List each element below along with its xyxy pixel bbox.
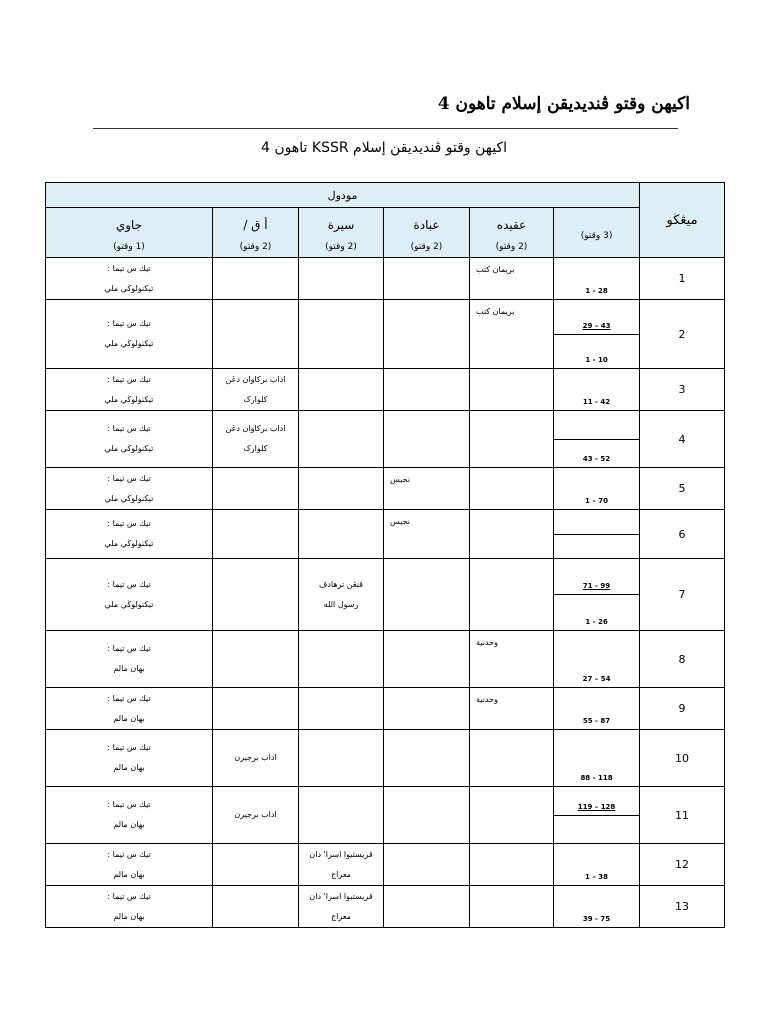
cell-adab [213, 787, 299, 844]
cell-ibadah [384, 787, 470, 844]
cell-line: وحدنية [476, 695, 498, 704]
page-range [554, 510, 639, 534]
page-range-text: 39 - 75 [582, 915, 611, 923]
cell-sirah [299, 844, 384, 886]
week-header: ميڠڬو [640, 183, 725, 258]
cell-ibadah [384, 369, 470, 411]
cell-adab [213, 730, 299, 787]
cell-jawi [46, 688, 213, 730]
cell-jawi [46, 369, 213, 411]
page-range-text: 43 - 52 [582, 455, 611, 463]
cell-line: بهان مالم [113, 763, 145, 772]
cell-jawi [46, 787, 213, 844]
cell-jawi [46, 468, 213, 510]
cell-sirah [299, 300, 384, 369]
cell-sirah [299, 631, 384, 688]
cell-ibadah [384, 411, 470, 468]
cell-jawi [46, 730, 213, 787]
page-range-text: 1 – 38 [585, 873, 609, 881]
cell-jawi [46, 258, 213, 300]
cell-line: تيك س تيما : [107, 849, 151, 859]
table-row [46, 631, 725, 688]
cell-adab [213, 559, 299, 631]
cell-akidah [470, 559, 554, 631]
cell-line: تيك س تيما : [107, 424, 151, 433]
cell-pages [554, 787, 640, 844]
cell-line: کلوارک [243, 394, 268, 404]
cell-line: اداب برکاوان دڠن [225, 374, 286, 384]
cell-adab [213, 369, 299, 411]
week-number: 1 [640, 258, 725, 300]
cell-sirah [299, 559, 384, 631]
page-range [554, 594, 639, 630]
cell-jawi [46, 300, 213, 369]
page-range-text: 29 – 43 [582, 321, 611, 330]
page-range [554, 411, 639, 439]
page-range-text: 55 - 87 [582, 717, 611, 725]
column-header-pages [554, 208, 640, 258]
page-range-text: 27 – 54 [582, 675, 611, 683]
cell-line: تيك س تيما : [107, 891, 151, 901]
cell-adab [213, 258, 299, 300]
column-time: (2 وقتو) [239, 241, 272, 252]
cell-line: تيكنولوڬي ملي [104, 444, 154, 453]
page-range [554, 688, 639, 729]
table-row [46, 300, 725, 369]
cell-sirah [299, 258, 384, 300]
cell-jawi [46, 510, 213, 559]
cell-line: نجيس [390, 475, 411, 484]
week-number: 5 [640, 468, 725, 510]
week-number: 4 [640, 411, 725, 468]
cell-jawi [46, 631, 213, 688]
column-name: جاوي [115, 217, 143, 232]
cell-pages [554, 369, 640, 411]
table-row [46, 730, 725, 787]
cell-line: تيكنولوڬي ملي [104, 599, 154, 609]
cell-line: تيك س تيما : [107, 644, 151, 653]
cell-akidah [470, 468, 554, 510]
page-range-text: 1 - 26 [585, 618, 608, 626]
cell-line: بهان مالم [113, 664, 145, 673]
week-number: 3 [640, 369, 725, 411]
page-range [554, 334, 639, 369]
cell-akidah [470, 411, 554, 468]
cell-line: تيكنولوڬي ملي [104, 283, 154, 293]
cell-akidah [470, 730, 554, 787]
cell-ibadah [384, 510, 470, 559]
cell-sirah [299, 886, 384, 928]
week-number: 2 [640, 300, 725, 369]
week-number: 9 [640, 688, 725, 730]
cell-line: وحدنية [476, 638, 498, 647]
cell-sirah [299, 468, 384, 510]
cell-akidah [470, 369, 554, 411]
cell-jawi [46, 411, 213, 468]
column-header-sirah [299, 208, 384, 258]
cell-line: ڤنڠن ترهادڤ [319, 579, 363, 589]
cell-ibadah [384, 258, 470, 300]
cell-line: تيكنولوڬي ملي [104, 394, 154, 404]
table-row [46, 688, 725, 730]
cell-line: کلوارک [243, 444, 268, 453]
cell-akidah [470, 510, 554, 559]
page-range-text: 1 – 70 [585, 497, 609, 505]
cell-sirah [299, 787, 384, 844]
week-number: 12 [640, 844, 725, 886]
cell-akidah [470, 688, 554, 730]
cell-line: تيكنولوڬي ملي [104, 339, 154, 348]
cell-ibadah [384, 844, 470, 886]
column-time: (2 وقتو) [495, 241, 528, 252]
title-divider [93, 128, 678, 129]
cell-line: تيك س تيما : [107, 263, 151, 273]
cell-akidah [470, 787, 554, 844]
cell-line: تيك س تيما : [107, 693, 151, 703]
week-number: 6 [640, 510, 725, 559]
week-number: 10 [640, 730, 725, 787]
cell-line: تيك س تيما : [107, 519, 151, 528]
cell-pages [554, 730, 640, 787]
cell-line: نجيس [390, 517, 411, 526]
page-range [554, 787, 639, 815]
cell-pages [554, 844, 640, 886]
cell-line: بريمان كتب [476, 265, 515, 274]
week-number: 7 [640, 559, 725, 631]
page-range [554, 369, 639, 410]
table-row [46, 787, 725, 844]
cell-line: تيك س تيما : [107, 473, 151, 483]
cell-line: ڤريستيوا اسرا' دان [309, 849, 373, 859]
cell-line: بريمان كتب [476, 307, 515, 316]
cell-akidah [470, 300, 554, 369]
cell-line: بهان مالم [113, 713, 145, 723]
cell-adab [213, 886, 299, 928]
cell-ibadah [384, 631, 470, 688]
cell-pages [554, 411, 640, 468]
cell-akidah [470, 258, 554, 300]
cell-sirah [299, 730, 384, 787]
page-range [554, 258, 639, 299]
table-row [46, 411, 725, 468]
cell-akidah [470, 631, 554, 688]
cell-ibadah [384, 886, 470, 928]
page-range [554, 559, 639, 594]
column-header-akidah [470, 208, 554, 258]
table-row [46, 844, 725, 886]
cell-line: تيك س تيما : [107, 800, 151, 809]
column-header-jawi [46, 208, 213, 258]
cell-adab [213, 688, 299, 730]
column-time: (2 وقتو) [325, 241, 357, 252]
cell-sirah [299, 510, 384, 559]
cell-line: بهان مالم [113, 820, 145, 829]
cell-pages [554, 510, 640, 559]
cell-akidah [470, 886, 554, 928]
cell-akidah [470, 844, 554, 886]
cell-pages [554, 631, 640, 688]
cell-sirah [299, 688, 384, 730]
page-range [554, 631, 639, 687]
column-name: أ ق / [243, 217, 268, 232]
page-range [554, 886, 639, 927]
page-range-text: 71 - 99 [582, 582, 611, 590]
cell-jawi [46, 844, 213, 886]
page-range [554, 468, 639, 509]
cell-ibadah [384, 468, 470, 510]
cell-adab [213, 300, 299, 369]
table-row [46, 510, 725, 559]
cell-line: بهان مالم [113, 869, 145, 879]
cell-line: اداب برجيرن [234, 810, 277, 819]
page-range-text: 119 – 128 [577, 802, 616, 811]
cell-adab [213, 468, 299, 510]
cell-adab [213, 510, 299, 559]
document-subtitle: اكيهن وقتو ڤنديديقن إسلام KSSR تاهون 4 [261, 140, 507, 156]
page-range [554, 439, 639, 468]
cell-adab [213, 844, 299, 886]
table-row [46, 258, 725, 300]
page-range [554, 300, 639, 334]
week-number: 8 [640, 631, 725, 688]
week-number: 13 [640, 886, 725, 928]
cell-ibadah [384, 559, 470, 631]
page-range-text: 88 - 118 [580, 774, 613, 782]
cell-adab [213, 411, 299, 468]
cell-line: اداب برجيرن [234, 753, 277, 762]
cell-line: تيك س تيما : [107, 319, 151, 328]
cell-line: تيك س تيما : [107, 374, 151, 384]
cell-pages [554, 886, 640, 928]
module-header: مودول [46, 183, 640, 208]
table-row [46, 369, 725, 411]
cell-ibadah [384, 688, 470, 730]
table-row [46, 886, 725, 928]
column-time: (1 وقتو) [113, 241, 145, 252]
column-header-adab [213, 208, 299, 258]
cell-line: تيك س تيما : [107, 743, 151, 752]
cell-pages [554, 300, 640, 369]
cell-ibadah [384, 730, 470, 787]
table-row [46, 559, 725, 631]
cell-line: بهان مالم [113, 911, 145, 921]
column-time: (2 وقتو) [410, 241, 443, 252]
column-time: (3 وقتو) [580, 230, 613, 241]
page-range [554, 730, 639, 786]
table-row [46, 468, 725, 510]
cell-adab [213, 631, 299, 688]
cell-pages [554, 468, 640, 510]
column-name: سيرة [327, 217, 355, 232]
page-range-text: 1 - 28 [585, 287, 608, 295]
week-number: 11 [640, 787, 725, 844]
page-range [554, 844, 639, 885]
cell-sirah [299, 411, 384, 468]
cell-line: تيك س تيما : [107, 579, 151, 589]
cell-pages [554, 258, 640, 300]
page-range [554, 534, 639, 559]
cell-pages [554, 559, 640, 631]
cell-ibadah [384, 300, 470, 369]
page-range [554, 815, 639, 844]
cell-line: تيكنولوڬي ملي [104, 493, 154, 503]
cell-line: اداب برکاوان دڠن [225, 424, 286, 433]
cell-line: تيكنولوڬي ملي [104, 539, 154, 548]
cell-line: معراج [331, 869, 351, 879]
page-range-text: 11 - 42 [582, 398, 611, 406]
column-header-ibadah [384, 208, 470, 258]
cell-jawi [46, 886, 213, 928]
column-name: عبادة [413, 217, 440, 232]
cell-line: معراج [331, 911, 351, 921]
cell-line: رسول الله [323, 599, 359, 609]
page-range-text: 1 - 10 [585, 356, 608, 364]
cell-line: ڤريستيوا اسرا' دان [309, 891, 373, 901]
cell-pages [554, 688, 640, 730]
schedule-table [45, 182, 725, 928]
column-name: عقيده [496, 217, 527, 232]
cell-sirah [299, 369, 384, 411]
cell-jawi [46, 559, 213, 631]
document-title: اکيهن وقتو ڤنديديقن إسلام تاهون 4 [437, 94, 690, 114]
